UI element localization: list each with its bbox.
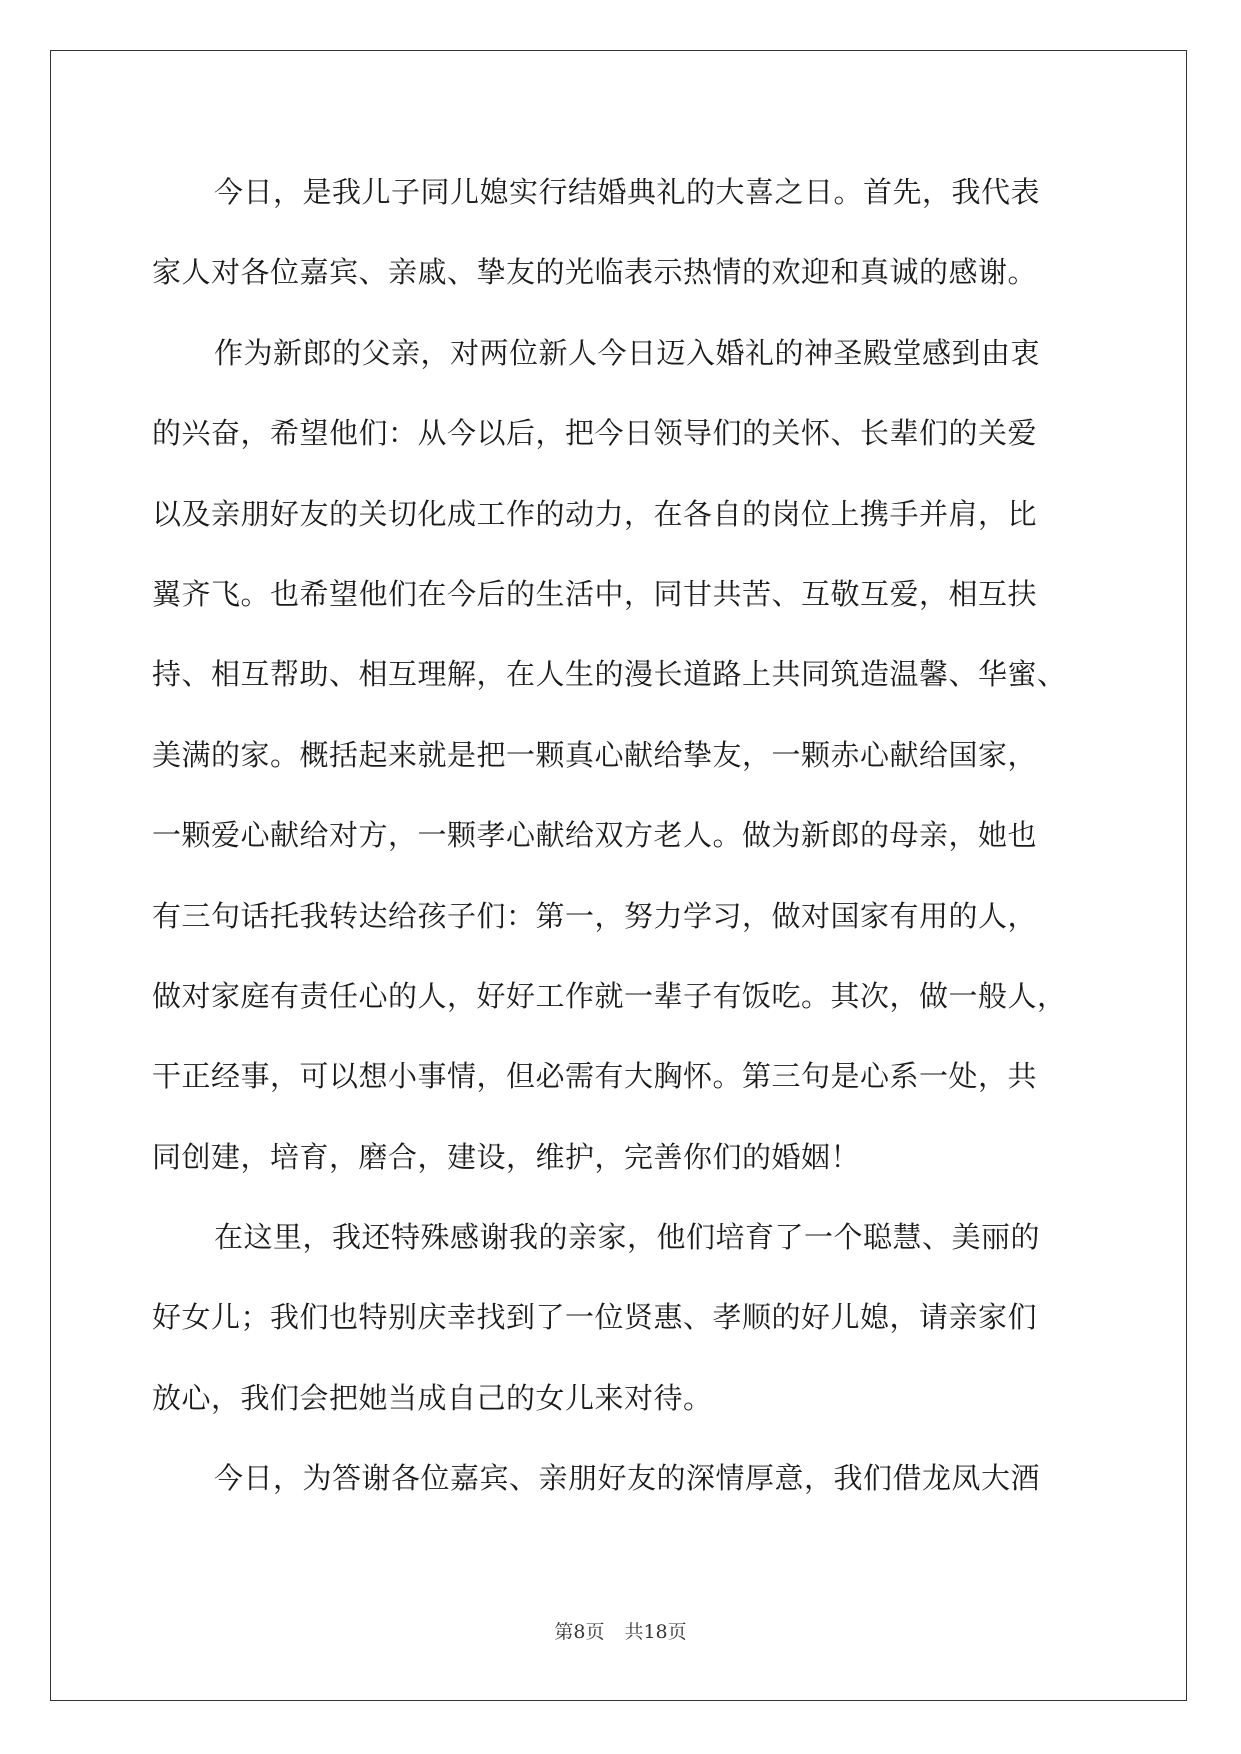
text-line: 干正经事，可以想小事情，但必需有大胸怀。第三句是心系一处，共 [152, 1059, 1038, 1094]
text-line: 今日，为答谢各位嘉宾、亲朋好友的深情厚意，我们借龙凤大酒 [214, 1461, 1041, 1496]
text-line: 以及亲朋好友的关切化成工作的动力，在各自的岗位上携手并肩，比 [152, 496, 1038, 531]
page-total: 共18页 [624, 1621, 687, 1643]
text-line: 在这里，我还特殊感谢我的亲家，他们培育了一个聪慧、美丽的 [214, 1220, 1041, 1255]
text-line: 好女儿；我们也特别庆幸找到了一位贤惠、孝顺的好儿媳，请亲家们 [152, 1300, 1038, 1335]
text-line: 持、相互帮助、相互理解，在人生的漫长道路上共同筑造温馨、华蜜、 [152, 657, 1067, 692]
text-line: 的兴奋，希望他们：从今以后，把今日领导们的关怀、长辈们的关爱 [152, 416, 1038, 451]
text-line: 作为新郎的父亲，对两位新人今日迈入婚礼的神圣殿堂感到由衷 [214, 335, 1041, 370]
text-line: 一颗爱心献给对方，一颗孝心献给双方老人。做为新郎的母亲，她也 [152, 818, 1038, 853]
text-line: 家人对各位嘉宾、亲戚、挚友的光临表示热情的欢迎和真诚的感谢。 [152, 255, 1038, 290]
text-line: 美满的家。概括起来就是把一颗真心献给挚友，一颗赤心献给国家， [152, 737, 1038, 772]
text-line: 放心，我们会把她当成自己的女儿来对待。 [152, 1380, 713, 1415]
text-line: 同创建，培育，磨合，建设，维护，完善你们的婚姻！ [152, 1139, 861, 1174]
text-line: 今日，是我儿子同儿媳实行结婚典礼的大喜之日。首先，我代表 [214, 175, 1041, 209]
page-footer [0, 1617, 1241, 1644]
text-line: 翼齐飞。也希望他们在今后的生活中，同甘共苦、互敬互爱，相互扶 [152, 576, 1038, 611]
text-line: 有三句话托我转达给孩子们：第一，努力学习，做对国家有用的人， [152, 898, 1038, 933]
document-body [152, 152, 1092, 1519]
page-number: 第8页 [554, 1621, 605, 1643]
text-line: 做对家庭有责任心的人，好好工作就一辈子有饭吃。其次，做一般人， [152, 978, 1067, 1013]
